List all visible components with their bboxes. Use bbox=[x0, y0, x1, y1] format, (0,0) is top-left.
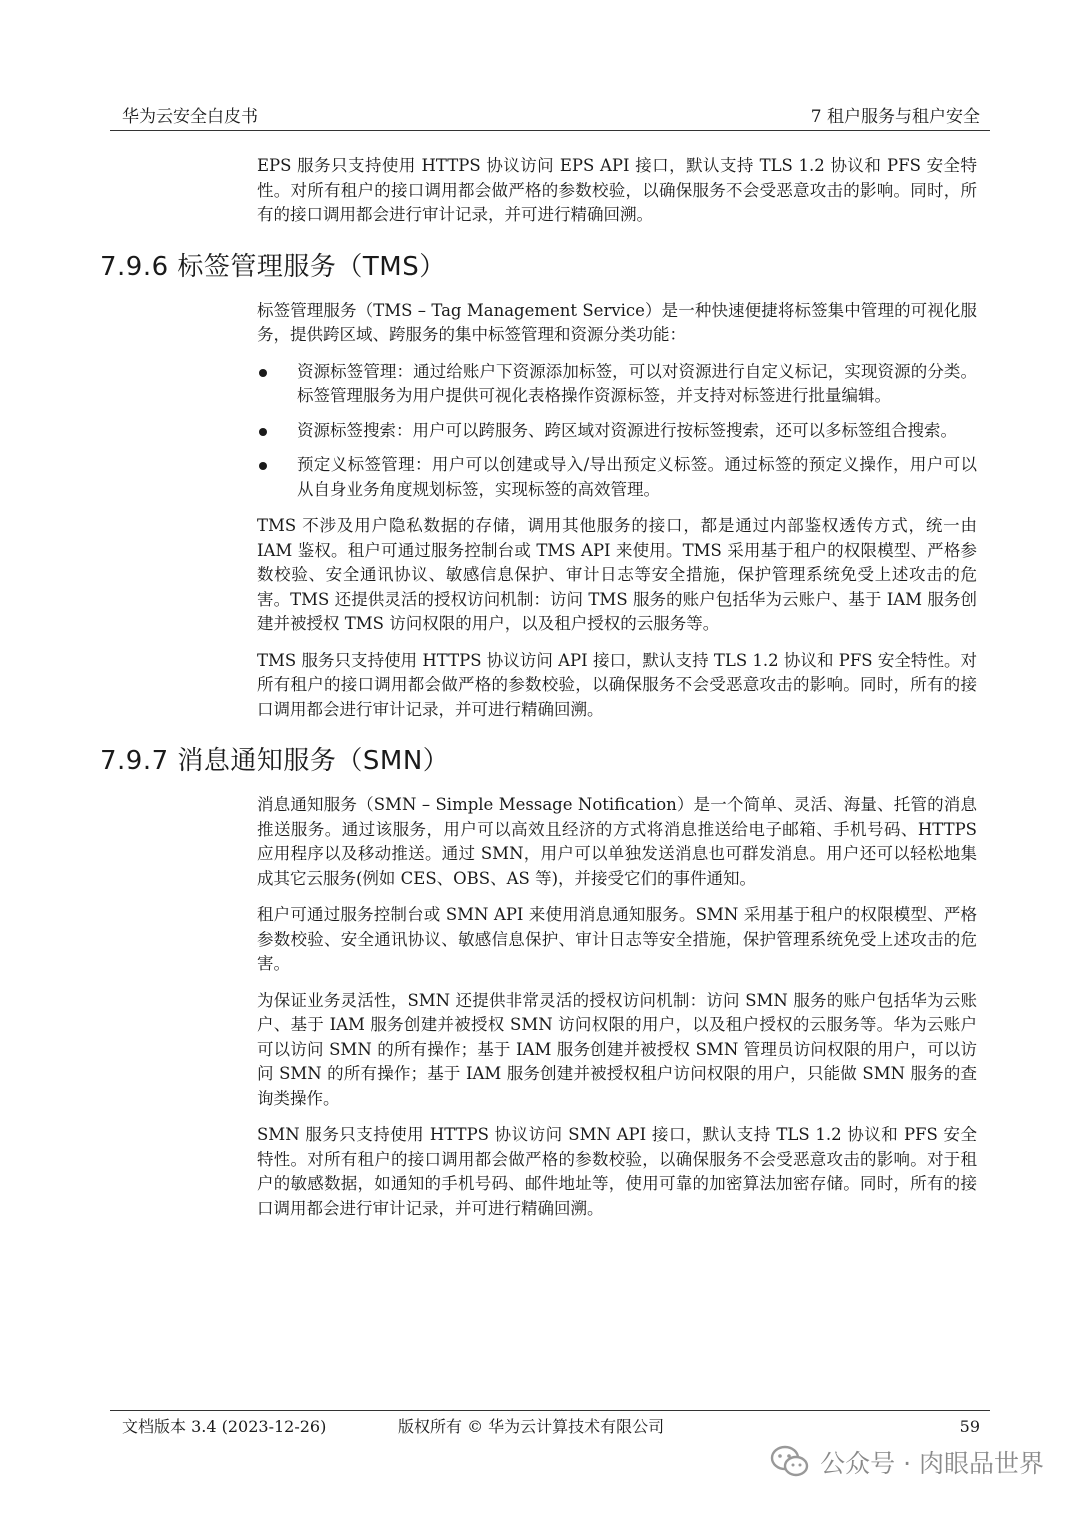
smn-paragraph-4: SMN 服务只支持使用 HTTPS 协议访问 SMN API 接口，默认支持 TLS 1.2 协议和 PFS 安全特性。对所有租户的接口调用都会做严格的参数校验，以确保服务不会受恶意攻击的影响。对于租户的敏感数据，如通知的手机号码、邮件地址等，使用可靠的加密算法加密存储。同时，所有的接口调用都会进行审计记录，并可进行精确回溯。 bbox=[257, 1125, 977, 1218]
header-doc-title: 华为云安全白皮书 bbox=[122, 107, 258, 127]
page-content bbox=[100, 150, 980, 1233]
intro-paragraph: EPS 服务只支持使用 HTTPS 协议访问 EPS API 接口，默认支持 TLS 1.2 协议和 PFS 安全特性。对所有租户的接口调用都会做严格的参数校验，以确保服务不会受恶意攻击的影响。同时，所有的接口调用都会进行审计记录，并可进行精确回溯。 bbox=[257, 156, 977, 224]
tms-intro-paragraph: 标签管理服务（TMS – Tag Management Service）是一种快速便捷将标签集中管理的可视化服务，提供跨区域、跨服务的集中标签管理和资源分类功能： bbox=[257, 300, 977, 344]
tms-paragraph-1: TMS 不涉及用户隐私数据的存储，调用其他服务的接口，都是通过内部鉴权透传方式，统一由 IAM 鉴权。租户可通过服务控制台或 TMS API 来使用。TMS 采用基于租户的权限模型、严格参数校验、安全通讯协议、敏感信息保护、审计日志等安全措施，保护管理系统免受上述攻击的危害。TMS 还提供灵活的授权访问机制：访问 TMS 服务的账户包括华为云账户、基于 IAM 服务创建并被授权 TMS 访问权限的用户，以及租户授权的云服务等。 bbox=[257, 516, 977, 633]
header-chapter-title: 7 租户服务与租户安全 bbox=[810, 107, 980, 127]
smn-paragraph-2: 租户可通过服务控制台或 SMN API 来使用消息通知服务。SMN 采用基于租户的权限模型、严格参数校验、安全通讯协议、敏感信息保护、审计日志等安全措施，保护管理系统免受上述攻击的危害。 bbox=[257, 905, 977, 973]
smn-paragraph-3: 为保证业务灵活性，SMN 还提供非常灵活的授权访问机制：访问 SMN 服务的账户包括华为云账户、基于 IAM 服务创建并被授权 SMN 访问权限的用户，以及租户授权的云服务等。华为云账户可以访问 SMN 的所有操作；基于 IAM 服务创建并被授权 SMN 管理员访问权限的用户，可以访问 SMN 的所有操作；基于 IAM 服务创建并被授权租户访问权限的用户，只能做 SMN 服务的查询类操作。 bbox=[257, 990, 977, 1108]
section-heading-tms: 7.9.6 标签管理服务（TMS） bbox=[100, 251, 446, 282]
bullet-icon bbox=[259, 462, 267, 470]
bullet-icon bbox=[259, 369, 267, 377]
list-item: 资源标签管理：通过给账户下资源添加标签，可以对资源进行自定义标记，实现资源的分类。标签管理服务为用户提供可视化表格操作资源标签，并支持对标签进行批量编辑。 bbox=[257, 360, 977, 409]
smn-paragraph-1: 消息通知服务（SMN – Simple Message Notification）是一个简单、灵活、海量、托管的消息推送服务。通过该服务，用户可以高效且经济的方式将消息推送给电子邮箱、手机号码、HTTPS 应用程序以及移动推送。通过 SMN，用户可以单独发送消息也可群发消息。用户还可以轻松地集成其它云服务(例如 CES、OBS、AS 等)，并接受它们的事件通知。 bbox=[257, 795, 977, 888]
watermark bbox=[770, 1442, 1044, 1482]
footer-version: 文档版本 3.4 (2023-12-26) bbox=[122, 1417, 327, 1436]
page-number: 59 bbox=[959, 1417, 980, 1436]
wechat-icon bbox=[770, 1445, 810, 1479]
tms-paragraph-2: TMS 服务只支持使用 HTTPS 协议访问 API 接口，默认支持 TLS 1.2 协议和 PFS 安全特性。对所有租户的接口调用都会做严格的参数校验，以确保服务不会受恶意攻击的影响。同时，所有的接口调用都会进行审计记录，并可进行精确回溯。 bbox=[257, 650, 977, 719]
list-item: 预定义标签管理：用户可以创建或导入/导出预定义标签。通过标签的预定义操作，用户可以从自身业务角度规划标签，实现标签的高效管理。 bbox=[257, 453, 977, 502]
footer-copyright: 版权所有 © 华为云计算技术有限公司 bbox=[398, 1417, 665, 1436]
tms-feature-list bbox=[257, 360, 977, 503]
section-heading-smn: 7.9.7 消息通知服务（SMN） bbox=[100, 746, 450, 776]
page-footer bbox=[110, 1410, 990, 1439]
bullet-icon bbox=[259, 428, 267, 436]
list-item: 资源标签搜索：用户可以跨服务、跨区域对资源进行按标签搜索，还可以多标签组合搜索。 bbox=[257, 419, 977, 444]
page-header bbox=[110, 104, 990, 131]
watermark-text: 公众号 · 肉眼品世界 bbox=[820, 1449, 1044, 1478]
